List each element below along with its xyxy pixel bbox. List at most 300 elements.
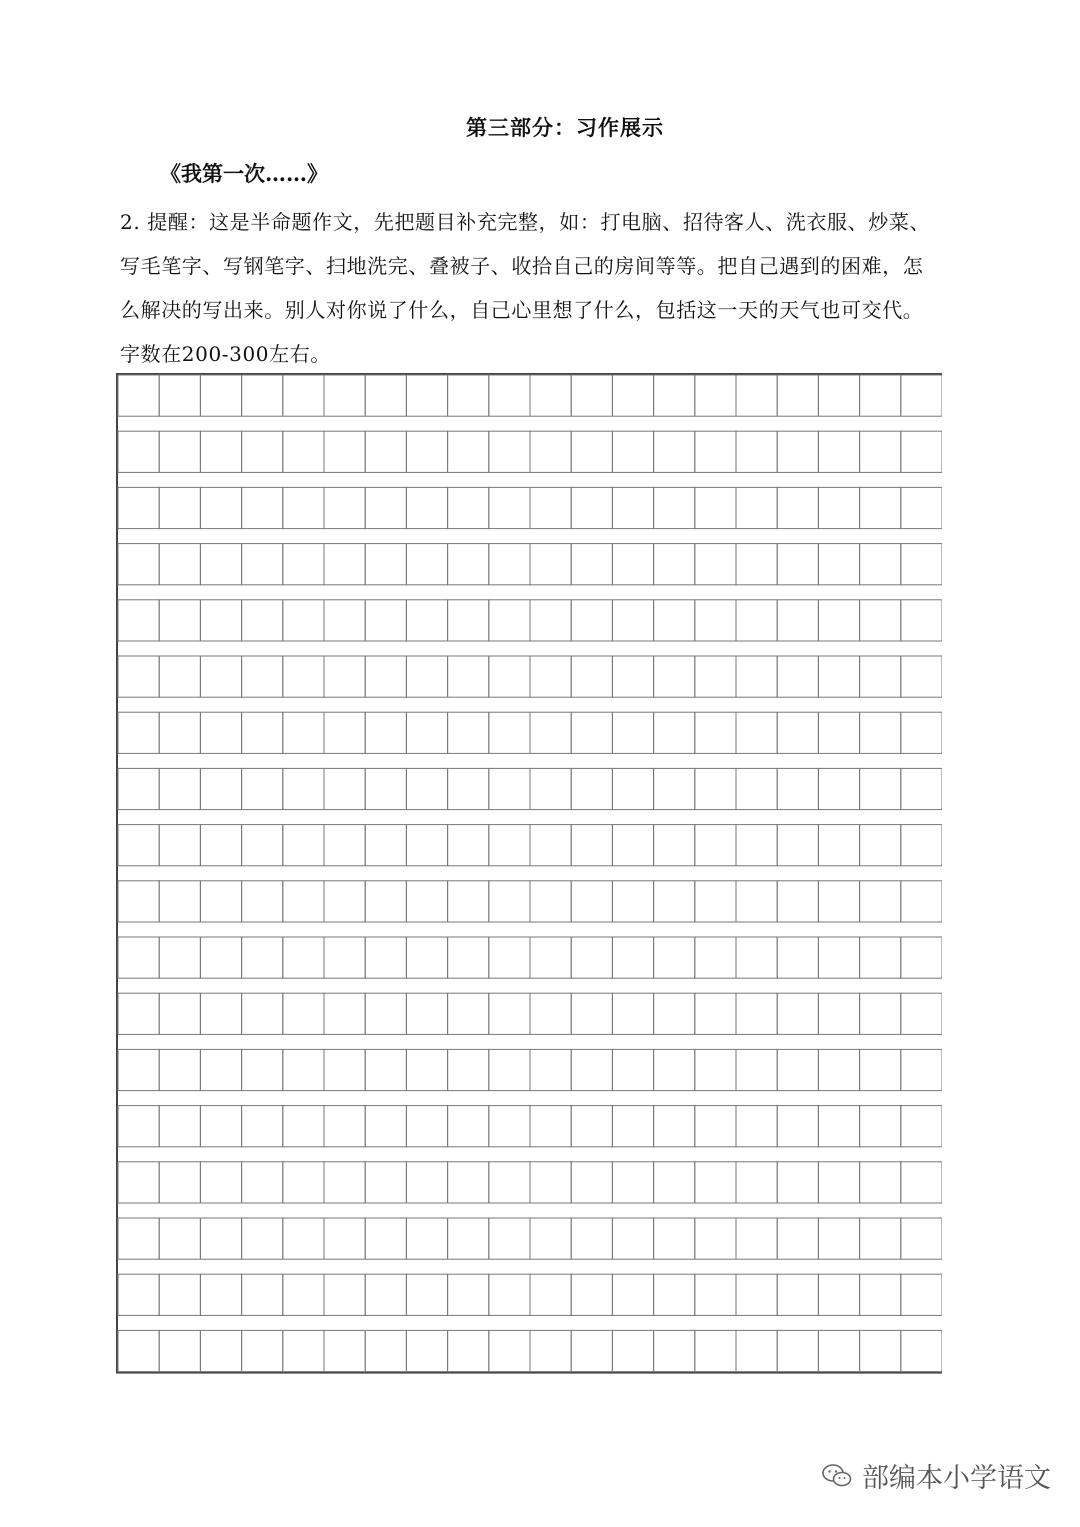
grid-cell[interactable]: [777, 1330, 818, 1371]
grid-cell[interactable]: [818, 1049, 859, 1090]
grid-cell[interactable]: [818, 1106, 859, 1147]
grid-cell[interactable]: [159, 656, 200, 697]
grid-cell[interactable]: [654, 1274, 695, 1315]
grid-cell[interactable]: [365, 656, 406, 697]
grid-cell[interactable]: [406, 881, 447, 922]
grid-cell[interactable]: [612, 993, 653, 1034]
grid-cell[interactable]: [777, 1049, 818, 1090]
grid-cell[interactable]: [736, 600, 777, 641]
grid-cell[interactable]: [612, 881, 653, 922]
grid-cell[interactable]: [530, 1106, 571, 1147]
grid-cell[interactable]: [860, 1330, 901, 1371]
grid-cell[interactable]: [365, 1330, 406, 1371]
grid-row[interactable]: [118, 1162, 942, 1203]
grid-cell[interactable]: [818, 375, 859, 416]
grid-cell[interactable]: [242, 937, 283, 978]
grid-cell[interactable]: [489, 1274, 530, 1315]
grid-cell[interactable]: [159, 600, 200, 641]
grid-cell[interactable]: [118, 881, 159, 922]
grid-cell[interactable]: [283, 993, 324, 1034]
grid-cell[interactable]: [200, 1218, 241, 1259]
grid-cell[interactable]: [365, 1106, 406, 1147]
grid-cell[interactable]: [736, 1218, 777, 1259]
grid-cell[interactable]: [448, 656, 489, 697]
grid-cell[interactable]: [448, 1162, 489, 1203]
grid-cell[interactable]: [118, 656, 159, 697]
grid-cell[interactable]: [860, 768, 901, 809]
grid-cell[interactable]: [818, 1330, 859, 1371]
grid-cell[interactable]: [489, 1162, 530, 1203]
grid-row[interactable]: [118, 993, 942, 1034]
grid-cell[interactable]: [695, 712, 736, 753]
grid-cell[interactable]: [654, 1330, 695, 1371]
grid-cell[interactable]: [777, 431, 818, 472]
grid-row[interactable]: [118, 937, 942, 978]
grid-cell[interactable]: [571, 825, 612, 866]
writing-grid[interactable]: [116, 373, 942, 1375]
grid-cell[interactable]: [654, 825, 695, 866]
grid-cell[interactable]: [612, 1218, 653, 1259]
grid-cell[interactable]: [118, 937, 159, 978]
grid-cell[interactable]: [695, 1162, 736, 1203]
grid-cell[interactable]: [489, 881, 530, 922]
grid-cell[interactable]: [118, 487, 159, 528]
grid-cell[interactable]: [365, 1162, 406, 1203]
grid-cell[interactable]: [571, 1330, 612, 1371]
grid-cell[interactable]: [736, 993, 777, 1034]
grid-cell[interactable]: [200, 487, 241, 528]
grid-cell[interactable]: [448, 937, 489, 978]
grid-cell[interactable]: [777, 1274, 818, 1315]
grid-cell[interactable]: [901, 712, 942, 753]
grid-cell[interactable]: [654, 600, 695, 641]
grid-cell[interactable]: [612, 1162, 653, 1203]
grid-cell[interactable]: [200, 544, 241, 585]
grid-cell[interactable]: [901, 1162, 942, 1203]
grid-cell[interactable]: [448, 712, 489, 753]
grid-cell[interactable]: [612, 937, 653, 978]
grid-row[interactable]: [118, 544, 942, 585]
grid-cell[interactable]: [530, 937, 571, 978]
grid-cell[interactable]: [406, 1274, 447, 1315]
grid-cell[interactable]: [200, 1274, 241, 1315]
grid-cell[interactable]: [242, 544, 283, 585]
grid-cell[interactable]: [159, 993, 200, 1034]
grid-cell[interactable]: [571, 431, 612, 472]
grid-cell[interactable]: [324, 993, 365, 1034]
grid-cell[interactable]: [118, 825, 159, 866]
grid-cell[interactable]: [901, 937, 942, 978]
grid-cell[interactable]: [406, 487, 447, 528]
grid-cell[interactable]: [612, 431, 653, 472]
grid-cell[interactable]: [324, 1162, 365, 1203]
grid-cell[interactable]: [200, 712, 241, 753]
grid-cell[interactable]: [530, 375, 571, 416]
grid-cell[interactable]: [612, 1330, 653, 1371]
grid-cell[interactable]: [448, 544, 489, 585]
grid-cell[interactable]: [324, 600, 365, 641]
grid-cell[interactable]: [242, 712, 283, 753]
grid-row[interactable]: [118, 1330, 942, 1371]
grid-cell[interactable]: [365, 431, 406, 472]
grid-cell[interactable]: [860, 881, 901, 922]
grid-cell[interactable]: [530, 768, 571, 809]
grid-cell[interactable]: [571, 487, 612, 528]
grid-cell[interactable]: [324, 825, 365, 866]
grid-cell[interactable]: [695, 1218, 736, 1259]
grid-cell[interactable]: [818, 1162, 859, 1203]
grid-cell[interactable]: [365, 937, 406, 978]
grid-cell[interactable]: [654, 1049, 695, 1090]
grid-row[interactable]: [118, 656, 942, 697]
grid-cell[interactable]: [283, 1218, 324, 1259]
grid-cell[interactable]: [736, 712, 777, 753]
grid-cell[interactable]: [200, 1049, 241, 1090]
grid-cell[interactable]: [530, 487, 571, 528]
grid-cell[interactable]: [159, 1162, 200, 1203]
grid-row[interactable]: [118, 431, 942, 472]
grid-cell[interactable]: [489, 1049, 530, 1090]
grid-row[interactable]: [118, 375, 942, 416]
grid-cell[interactable]: [242, 1162, 283, 1203]
grid-cell[interactable]: [654, 375, 695, 416]
grid-row[interactable]: [118, 881, 942, 922]
grid-cell[interactable]: [118, 1274, 159, 1315]
grid-cell[interactable]: [283, 1049, 324, 1090]
grid-cell[interactable]: [365, 993, 406, 1034]
grid-cell[interactable]: [242, 656, 283, 697]
grid-cell[interactable]: [901, 487, 942, 528]
grid-cell[interactable]: [901, 993, 942, 1034]
grid-cell[interactable]: [612, 487, 653, 528]
grid-cell[interactable]: [365, 544, 406, 585]
grid-cell[interactable]: [242, 487, 283, 528]
grid-cell[interactable]: [736, 375, 777, 416]
grid-cell[interactable]: [406, 1330, 447, 1371]
grid-cell[interactable]: [818, 1274, 859, 1315]
grid-cell[interactable]: [777, 1218, 818, 1259]
grid-cell[interactable]: [489, 1330, 530, 1371]
grid-cell[interactable]: [860, 431, 901, 472]
grid-cell[interactable]: [654, 544, 695, 585]
grid-cell[interactable]: [695, 600, 736, 641]
grid-cell[interactable]: [200, 600, 241, 641]
grid-cell[interactable]: [860, 1218, 901, 1259]
grid-cell[interactable]: [860, 487, 901, 528]
grid-cell[interactable]: [695, 375, 736, 416]
grid-cell[interactable]: [242, 825, 283, 866]
grid-cell[interactable]: [818, 881, 859, 922]
grid-cell[interactable]: [448, 431, 489, 472]
grid-cell[interactable]: [736, 881, 777, 922]
grid-cell[interactable]: [489, 712, 530, 753]
grid-cell[interactable]: [283, 881, 324, 922]
grid-cell[interactable]: [489, 656, 530, 697]
grid-cell[interactable]: [777, 937, 818, 978]
grid-cell[interactable]: [736, 544, 777, 585]
grid-cell[interactable]: [530, 1274, 571, 1315]
grid-cell[interactable]: [448, 993, 489, 1034]
grid-cell[interactable]: [242, 375, 283, 416]
grid-cell[interactable]: [448, 1106, 489, 1147]
grid-cell[interactable]: [736, 1162, 777, 1203]
grid-cell[interactable]: [365, 1274, 406, 1315]
grid-row[interactable]: [118, 487, 942, 528]
grid-cell[interactable]: [818, 656, 859, 697]
grid-cell[interactable]: [118, 1162, 159, 1203]
grid-cell[interactable]: [777, 1106, 818, 1147]
grid-cell[interactable]: [448, 487, 489, 528]
grid-cell[interactable]: [406, 1218, 447, 1259]
grid-cell[interactable]: [571, 600, 612, 641]
grid-cell[interactable]: [571, 937, 612, 978]
grid-cell[interactable]: [118, 993, 159, 1034]
grid-cell[interactable]: [777, 712, 818, 753]
grid-cell[interactable]: [530, 712, 571, 753]
grid-cell[interactable]: [736, 656, 777, 697]
grid-cell[interactable]: [530, 600, 571, 641]
grid-cell[interactable]: [901, 1218, 942, 1259]
grid-cell[interactable]: [571, 656, 612, 697]
grid-cell[interactable]: [860, 544, 901, 585]
grid-cell[interactable]: [489, 825, 530, 866]
grid-cell[interactable]: [530, 656, 571, 697]
grid-cell[interactable]: [860, 656, 901, 697]
grid-cell[interactable]: [283, 656, 324, 697]
grid-cell[interactable]: [695, 656, 736, 697]
grid-cell[interactable]: [695, 1330, 736, 1371]
grid-cell[interactable]: [901, 544, 942, 585]
grid-cell[interactable]: [654, 1106, 695, 1147]
grid-cell[interactable]: [818, 544, 859, 585]
grid-cell[interactable]: [777, 487, 818, 528]
grid-cell[interactable]: [242, 600, 283, 641]
grid-cell[interactable]: [283, 768, 324, 809]
grid-cell[interactable]: [818, 487, 859, 528]
grid-cell[interactable]: [324, 431, 365, 472]
grid-cell[interactable]: [860, 375, 901, 416]
grid-cell[interactable]: [901, 600, 942, 641]
grid-cell[interactable]: [860, 937, 901, 978]
grid-cell[interactable]: [530, 1049, 571, 1090]
grid-cell[interactable]: [777, 993, 818, 1034]
grid-cell[interactable]: [612, 768, 653, 809]
grid-row[interactable]: [118, 1218, 942, 1259]
grid-cell[interactable]: [654, 1162, 695, 1203]
grid-cell[interactable]: [571, 712, 612, 753]
grid-cell[interactable]: [200, 1106, 241, 1147]
grid-cell[interactable]: [860, 993, 901, 1034]
grid-cell[interactable]: [406, 768, 447, 809]
grid-cell[interactable]: [818, 768, 859, 809]
grid-cell[interactable]: [571, 881, 612, 922]
grid-cell[interactable]: [612, 1049, 653, 1090]
grid-cell[interactable]: [242, 1049, 283, 1090]
grid-cell[interactable]: [901, 656, 942, 697]
grid-cell[interactable]: [200, 993, 241, 1034]
grid-cell[interactable]: [489, 600, 530, 641]
grid-cell[interactable]: [118, 768, 159, 809]
grid-cell[interactable]: [200, 1162, 241, 1203]
grid-cell[interactable]: [818, 712, 859, 753]
grid-cell[interactable]: [860, 712, 901, 753]
grid-cell[interactable]: [860, 1106, 901, 1147]
grid-cell[interactable]: [818, 600, 859, 641]
grid-cell[interactable]: [654, 881, 695, 922]
grid-cell[interactable]: [777, 881, 818, 922]
grid-cell[interactable]: [489, 993, 530, 1034]
grid-cell[interactable]: [365, 375, 406, 416]
grid-cell[interactable]: [365, 881, 406, 922]
grid-cell[interactable]: [860, 600, 901, 641]
grid-cell[interactable]: [283, 1330, 324, 1371]
grid-cell[interactable]: [365, 487, 406, 528]
grid-cell[interactable]: [118, 544, 159, 585]
grid-cell[interactable]: [901, 1049, 942, 1090]
grid-cell[interactable]: [654, 937, 695, 978]
grid-cell[interactable]: [159, 375, 200, 416]
grid-cell[interactable]: [118, 1330, 159, 1371]
grid-cell[interactable]: [324, 1218, 365, 1259]
grid-cell[interactable]: [901, 768, 942, 809]
grid-cell[interactable]: [200, 375, 241, 416]
grid-cell[interactable]: [406, 375, 447, 416]
grid-cell[interactable]: [324, 656, 365, 697]
grid-cell[interactable]: [736, 1330, 777, 1371]
grid-cell[interactable]: [283, 825, 324, 866]
grid-cell[interactable]: [118, 1049, 159, 1090]
grid-cell[interactable]: [736, 825, 777, 866]
grid-cell[interactable]: [406, 937, 447, 978]
grid-cell[interactable]: [654, 712, 695, 753]
grid-cell[interactable]: [406, 600, 447, 641]
grid-cell[interactable]: [200, 431, 241, 472]
grid-cell[interactable]: [818, 1218, 859, 1259]
grid-row[interactable]: [118, 600, 942, 641]
grid-cell[interactable]: [324, 881, 365, 922]
grid-cell[interactable]: [901, 1274, 942, 1315]
grid-cell[interactable]: [818, 825, 859, 866]
grid-cell[interactable]: [406, 544, 447, 585]
grid-cell[interactable]: [159, 768, 200, 809]
grid-cell[interactable]: [695, 544, 736, 585]
grid-cell[interactable]: [571, 544, 612, 585]
grid-cell[interactable]: [283, 712, 324, 753]
grid-cell[interactable]: [777, 1162, 818, 1203]
grid-cell[interactable]: [571, 375, 612, 416]
grid-cell[interactable]: [118, 600, 159, 641]
grid-cell[interactable]: [777, 656, 818, 697]
grid-row[interactable]: [118, 1274, 942, 1315]
grid-cell[interactable]: [695, 937, 736, 978]
grid-cell[interactable]: [777, 825, 818, 866]
grid-cell[interactable]: [406, 431, 447, 472]
grid-cell[interactable]: [283, 937, 324, 978]
grid-cell[interactable]: [695, 487, 736, 528]
grid-cell[interactable]: [489, 544, 530, 585]
grid-cell[interactable]: [612, 656, 653, 697]
grid-cell[interactable]: [489, 487, 530, 528]
grid-cell[interactable]: [118, 1218, 159, 1259]
grid-cell[interactable]: [777, 544, 818, 585]
grid-row[interactable]: [118, 1106, 942, 1147]
grid-cell[interactable]: [736, 937, 777, 978]
grid-cell[interactable]: [283, 1274, 324, 1315]
grid-cell[interactable]: [448, 881, 489, 922]
grid-cell[interactable]: [571, 1049, 612, 1090]
grid-cell[interactable]: [406, 993, 447, 1034]
grid-cell[interactable]: [324, 712, 365, 753]
grid-cell[interactable]: [118, 431, 159, 472]
grid-cell[interactable]: [695, 431, 736, 472]
grid-cell[interactable]: [654, 431, 695, 472]
grid-cell[interactable]: [448, 1218, 489, 1259]
grid-cell[interactable]: [159, 431, 200, 472]
grid-cell[interactable]: [777, 375, 818, 416]
grid-cell[interactable]: [406, 656, 447, 697]
grid-cell[interactable]: [489, 937, 530, 978]
grid-cell[interactable]: [654, 993, 695, 1034]
grid-cell[interactable]: [365, 1218, 406, 1259]
grid-cell[interactable]: [283, 544, 324, 585]
grid-cell[interactable]: [901, 431, 942, 472]
grid-cell[interactable]: [159, 825, 200, 866]
grid-cell[interactable]: [200, 937, 241, 978]
grid-cell[interactable]: [695, 1049, 736, 1090]
grid-cell[interactable]: [612, 600, 653, 641]
grid-cell[interactable]: [901, 1106, 942, 1147]
grid-cell[interactable]: [612, 712, 653, 753]
grid-cell[interactable]: [695, 993, 736, 1034]
grid-cell[interactable]: [489, 431, 530, 472]
grid-cell[interactable]: [901, 375, 942, 416]
grid-cell[interactable]: [448, 600, 489, 641]
grid-cell[interactable]: [324, 1330, 365, 1371]
grid-cell[interactable]: [571, 1106, 612, 1147]
grid-cell[interactable]: [242, 768, 283, 809]
grid-cell[interactable]: [695, 881, 736, 922]
grid-cell[interactable]: [406, 712, 447, 753]
grid-cell[interactable]: [489, 1218, 530, 1259]
grid-cell[interactable]: [324, 544, 365, 585]
grid-row[interactable]: [118, 768, 942, 809]
grid-cell[interactable]: [324, 487, 365, 528]
grid-cell[interactable]: [654, 487, 695, 528]
grid-cell[interactable]: [283, 1106, 324, 1147]
grid-cell[interactable]: [200, 881, 241, 922]
grid-cell[interactable]: [324, 1106, 365, 1147]
grid-cell[interactable]: [612, 825, 653, 866]
grid-cell[interactable]: [324, 1274, 365, 1315]
grid-cell[interactable]: [695, 825, 736, 866]
grid-cell[interactable]: [365, 712, 406, 753]
grid-cell[interactable]: [200, 825, 241, 866]
grid-cell[interactable]: [489, 768, 530, 809]
grid-cell[interactable]: [159, 1330, 200, 1371]
grid-cell[interactable]: [901, 881, 942, 922]
grid-cell[interactable]: [571, 1274, 612, 1315]
grid-cell[interactable]: [736, 1106, 777, 1147]
grid-cell[interactable]: [324, 768, 365, 809]
grid-cell[interactable]: [242, 1218, 283, 1259]
grid-cell[interactable]: [818, 937, 859, 978]
grid-cell[interactable]: [365, 600, 406, 641]
grid-cell[interactable]: [818, 993, 859, 1034]
grid-cell[interactable]: [818, 431, 859, 472]
grid-cell[interactable]: [159, 1274, 200, 1315]
grid-cell[interactable]: [571, 1162, 612, 1203]
grid-cell[interactable]: [283, 487, 324, 528]
